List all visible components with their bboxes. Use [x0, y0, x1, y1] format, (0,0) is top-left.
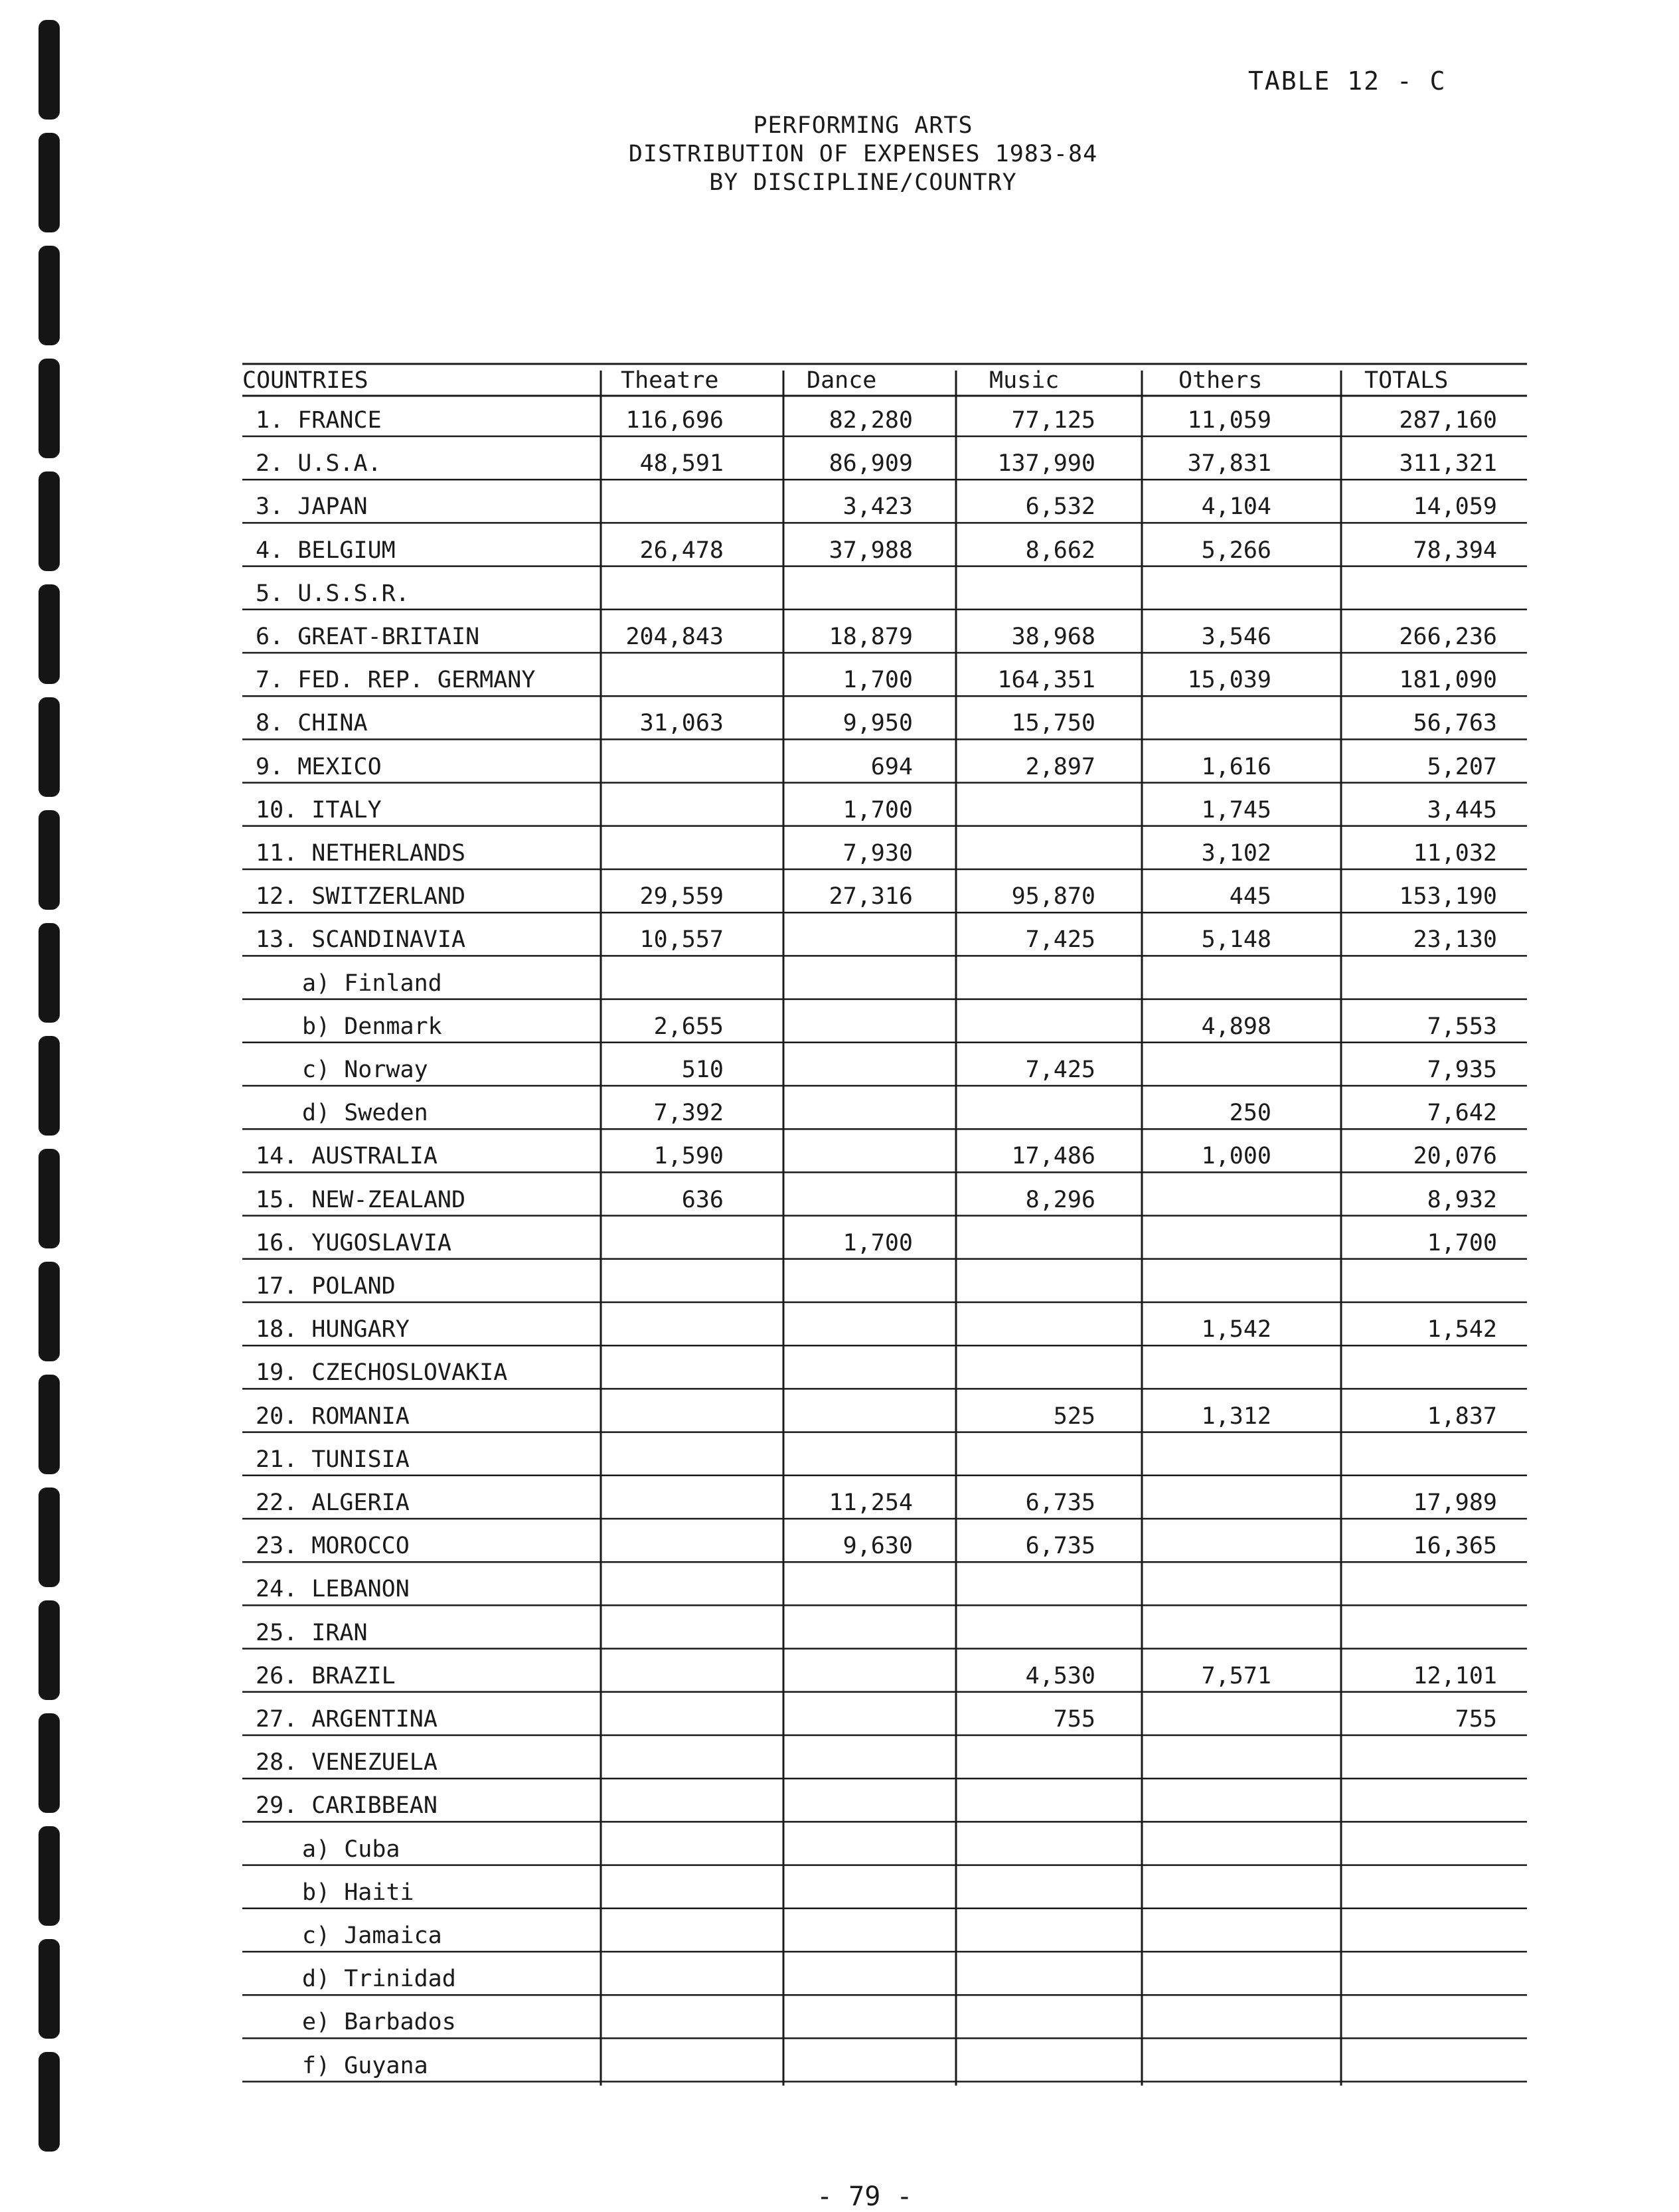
- cell-music: 164,351: [997, 667, 1095, 694]
- column-header-music: Music: [989, 367, 1060, 394]
- cell-music: 4,530: [1025, 1662, 1095, 1689]
- cell-music: 6,735: [1025, 1533, 1095, 1560]
- cell-dance: 82,280: [829, 407, 913, 434]
- title-line-2: DISTRIBUTION OF EXPENSES 1983-84: [628, 141, 1098, 167]
- cell-dance: 27,316: [829, 883, 913, 910]
- table-row-label: f) Guyana: [302, 2052, 428, 2079]
- table-row-label: a) Cuba: [302, 1835, 400, 1863]
- cell-others: 445: [1229, 883, 1271, 910]
- table-row-label: b) Haiti: [302, 1879, 414, 1906]
- table-row-label: c) Jamaica: [302, 1922, 442, 1949]
- cell-totals: 20,076: [1413, 1143, 1497, 1170]
- cell-music: 525: [1053, 1403, 1095, 1430]
- cell-theatre: 31,063: [639, 710, 724, 737]
- cell-theatre: 2,655: [653, 1013, 724, 1040]
- table-row-label: 3. JAPAN: [256, 493, 368, 521]
- cell-music: 7,425: [1025, 926, 1095, 954]
- cell-music: 137,990: [997, 450, 1095, 477]
- table-row-label: 26. BRAZIL: [256, 1662, 396, 1689]
- table-row-label: 18. HUNGARY: [256, 1316, 410, 1343]
- cell-totals: 3,445: [1427, 796, 1497, 823]
- cell-dance: 694: [870, 753, 913, 780]
- table-row-label: 23. MOROCCO: [256, 1533, 410, 1560]
- cell-theatre: 7,392: [653, 1100, 724, 1127]
- table-row-label: e) Barbados: [302, 2009, 456, 2036]
- table-row-label: 5. U.S.S.R.: [256, 580, 410, 607]
- cell-totals: 7,642: [1427, 1100, 1497, 1127]
- table-row-label: 29. CARIBBEAN: [256, 1792, 438, 1820]
- cell-totals: 153,190: [1399, 883, 1497, 910]
- cell-totals: 78,394: [1413, 537, 1497, 564]
- table-row-label: 2. U.S.A.: [256, 450, 382, 477]
- table-row-label: 20. ROMANIA: [256, 1403, 410, 1430]
- title-line-1: PERFORMING ARTS: [753, 112, 973, 139]
- cell-others: 5,148: [1201, 926, 1271, 954]
- cell-others: 11,059: [1187, 407, 1271, 434]
- table-row-label: 15. NEW-ZEALAND: [256, 1186, 466, 1213]
- table-row-label: 16. YUGOSLAVIA: [256, 1229, 452, 1256]
- column-header-countries: COUNTRIES: [242, 367, 368, 394]
- cell-totals: 287,160: [1399, 407, 1497, 434]
- cell-music: 6,735: [1025, 1489, 1095, 1516]
- cell-others: 3,102: [1201, 840, 1271, 867]
- table-row-label: 9. MEXICO: [256, 753, 382, 780]
- cell-theatre: 510: [681, 1057, 724, 1083]
- table-row-label: 7. FED. REP. GERMANY: [256, 667, 536, 694]
- cell-totals: 16,365: [1413, 1533, 1497, 1560]
- cell-theatre: 116,696: [625, 407, 724, 434]
- table-row-label: d) Trinidad: [302, 1966, 456, 1993]
- cell-totals: 181,090: [1399, 667, 1497, 694]
- cell-others: 1,542: [1201, 1316, 1271, 1343]
- cell-music: 2,897: [1025, 753, 1095, 780]
- cell-others: 1,312: [1201, 1403, 1271, 1430]
- table-row-label: 10. ITALY: [256, 796, 382, 823]
- title-line-3: BY DISCIPLINE/COUNTRY: [709, 169, 1017, 196]
- cell-totals: 7,935: [1427, 1057, 1497, 1083]
- cell-music: 755: [1053, 1706, 1095, 1733]
- table-row-label: 28. VENEZUELA: [256, 1749, 438, 1776]
- cell-dance: 3,423: [842, 493, 913, 521]
- table-row-label: 1. FRANCE: [256, 407, 382, 434]
- cell-dance: 1,700: [842, 1229, 913, 1256]
- table-row-label: 22. ALGERIA: [256, 1489, 410, 1516]
- cell-music: 8,296: [1025, 1186, 1095, 1213]
- cell-others: 1,745: [1201, 796, 1271, 823]
- column-header-totals: TOTALS: [1364, 367, 1449, 394]
- column-header-dance: Dance: [807, 367, 877, 394]
- cell-totals: 1,700: [1427, 1229, 1497, 1256]
- cell-totals: 7,553: [1427, 1013, 1497, 1040]
- cell-totals: 17,989: [1413, 1489, 1497, 1516]
- cell-dance: 1,700: [842, 667, 913, 694]
- table-row-label: 12. SWITZERLAND: [256, 883, 466, 910]
- table-label: TABLE 12 - C: [1248, 66, 1447, 96]
- cell-totals: 311,321: [1399, 450, 1497, 477]
- cell-music: 15,750: [1011, 710, 1095, 737]
- table-row-label: 6. GREAT-BRITAIN: [256, 624, 480, 650]
- table-row-label: 8. CHINA: [256, 710, 368, 737]
- cell-dance: 9,950: [842, 710, 913, 737]
- table-row-label: d) Sweden: [302, 1100, 428, 1127]
- cell-dance: 7,930: [842, 840, 913, 867]
- cell-others: 1,616: [1201, 753, 1271, 780]
- page-number: - 79 -: [817, 2181, 913, 2212]
- table-row-label: c) Norway: [302, 1057, 428, 1083]
- cell-totals: 266,236: [1399, 624, 1497, 650]
- cell-music: 95,870: [1011, 883, 1095, 910]
- cell-music: 17,486: [1011, 1143, 1095, 1170]
- cell-dance: 11,254: [829, 1489, 913, 1516]
- table-row-label: 14. AUSTRALIA: [256, 1143, 438, 1170]
- table-row-label: 27. ARGENTINA: [256, 1706, 438, 1733]
- table-row-label: 21. TUNISIA: [256, 1446, 410, 1473]
- cell-dance: 37,988: [829, 537, 913, 564]
- cell-music: 38,968: [1011, 624, 1095, 650]
- cell-others: 3,546: [1201, 624, 1271, 650]
- column-header-theatre: Theatre: [621, 367, 719, 394]
- cell-theatre: 10,557: [639, 926, 724, 954]
- cell-others: 250: [1229, 1100, 1271, 1127]
- cell-totals: 11,032: [1413, 840, 1497, 867]
- table-row-label: 24. LEBANON: [256, 1576, 410, 1603]
- cell-music: 8,662: [1025, 537, 1095, 564]
- table-row-label: 4. BELGIUM: [256, 537, 396, 564]
- cell-dance: 1,700: [842, 796, 913, 823]
- cell-totals: 5,207: [1427, 753, 1497, 780]
- cell-others: 7,571: [1201, 1662, 1271, 1689]
- column-header-others: Others: [1178, 367, 1263, 394]
- cell-others: 37,831: [1187, 450, 1271, 477]
- cell-dance: 18,879: [829, 624, 913, 650]
- cell-dance: 9,630: [842, 1533, 913, 1560]
- cell-others: 4,898: [1201, 1013, 1271, 1040]
- cell-theatre: 48,591: [639, 450, 724, 477]
- table-row-label: a) Finland: [302, 970, 442, 997]
- cell-totals: 14,059: [1413, 493, 1497, 521]
- cell-others: 15,039: [1187, 667, 1271, 694]
- cell-music: 7,425: [1025, 1057, 1095, 1083]
- table-row-label: 19. CZECHOSLOVAKIA: [256, 1359, 508, 1387]
- cell-totals: 23,130: [1413, 926, 1497, 954]
- cell-theatre: 26,478: [639, 537, 724, 564]
- cell-totals: 56,763: [1413, 710, 1497, 737]
- table-row-label: 13. SCANDINAVIA: [256, 926, 466, 954]
- cell-totals: 8,932: [1427, 1186, 1497, 1213]
- cell-theatre: 29,559: [639, 883, 724, 910]
- cell-others: 1,000: [1201, 1143, 1271, 1170]
- cell-totals: 1,542: [1427, 1316, 1497, 1343]
- table-row-label: 25. IRAN: [256, 1619, 368, 1646]
- cell-totals: 12,101: [1413, 1662, 1497, 1689]
- table-row-label: 17. POLAND: [256, 1273, 396, 1300]
- cell-others: 5,266: [1201, 537, 1271, 564]
- cell-theatre: 1,590: [653, 1143, 724, 1170]
- cell-others: 4,104: [1201, 493, 1271, 521]
- cell-music: 77,125: [1011, 407, 1095, 434]
- cell-theatre: 204,843: [625, 624, 724, 650]
- cell-music: 6,532: [1025, 493, 1095, 521]
- cell-totals: 1,837: [1427, 1403, 1497, 1430]
- table-row-label: 11. NETHERLANDS: [256, 840, 466, 867]
- cell-theatre: 636: [681, 1186, 724, 1213]
- cell-totals: 755: [1455, 1706, 1497, 1733]
- cell-dance: 86,909: [829, 450, 913, 477]
- table-row-label: b) Denmark: [302, 1013, 442, 1040]
